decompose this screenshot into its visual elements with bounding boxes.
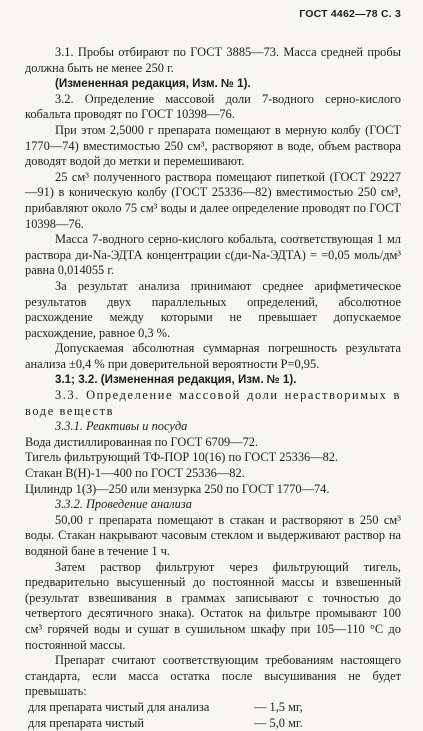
- list-item: Тигель фильтрующий ТФ-ПОР 10(16) по ГОСТ 25336—82.: [25, 450, 339, 465]
- limit-value: — 5,0 мг.: [254, 715, 303, 730]
- document-body: [25, 45, 401, 731]
- paragraph-3-1: 3.1. Пробы отбирают по ГОСТ 3885—73. Масса средней пробы должна быть не менее 250 г.: [25, 45, 401, 75]
- list-item: Стакан В(Н)-1—400 по ГОСТ 25336—82.: [25, 466, 245, 481]
- paragraph: Допускаемая абсолютная суммарная погрешность результата анализа ±0,4 % при доверительной вероятности P=0,95.: [25, 341, 401, 371]
- amendment-note: 3.1; 3.2. (Измененная редакция, Изм. № 1).: [55, 373, 297, 387]
- section-heading-3-3: 3.3. Определение массовой доли нерастворимых в воде веществ: [25, 388, 401, 418]
- reagents-list: [25, 435, 401, 497]
- subsection-heading: 3.3.2. Проведение анализа: [55, 497, 192, 512]
- paragraph: 50,00 г препарата помещают в стакан и растворяют в 250 см³ воды. Стакан накрывают часовым стеклом и выдерживают раствор на водяной бане в течение 1 ч.: [25, 512, 401, 558]
- paragraph: Масса 7-водного серно-кислого кобальта, соответствующая 1 мл раствора ди-Na-ЭДТА концентрации с(ди-Na-ЭДТА) = =0,05 моль/дм³ равна 0,014055 г.: [25, 232, 401, 278]
- limit-value: — 1,5 мг,: [254, 699, 303, 714]
- paragraph: 25 см³ полученного раствора помещают пипеткой (ГОСТ 29227—91) в коническую колбу (ГОСТ 25336—82) вместимостью 250 см³, прибавляют около 75 см³ воды и далее определение проводят по ГОСТ 10398—76.: [25, 169, 401, 231]
- paragraph: Препарат считают соответствующим требованиям настоящего стандарта, если масса остатка после высушивания не будет превышать:: [25, 653, 401, 699]
- limit-row: [25, 716, 401, 731]
- list-item: Вода дистиллированная по ГОСТ 6709—72.: [25, 434, 259, 449]
- paragraph: За результат анализа принимают среднее арифметическое результатов двух параллельных определений, абсолютное расхождение между которыми не превышает допускаемое расхождение, равное 0,3 %.: [25, 278, 401, 340]
- page-header: ГОСТ 4462—78 С. 3: [299, 8, 401, 20]
- paragraph: При этом 2,5000 г препарата помещают в мерную колбу (ГОСТ 1770—74) вместимостью 250 см³, растворяют в воде, объем раствора доводят водой до метки и перемешивают.: [25, 122, 401, 169]
- limit-row: [25, 700, 401, 716]
- amendment-note: (Измененная редакция, Изм. № 1).: [55, 77, 251, 91]
- limit-label: для препарата чистый: [28, 715, 145, 730]
- paragraph-3-2: 3.2. Определение массовой доли 7-водного серно-кислого кобальта проводят по ГОСТ 10398—76.: [25, 91, 401, 122]
- paragraph: Затем раствор фильтруют через фильтрующий тигель, предварительно высушенный до постоянной массы и взвешенный (результат взвешивания в граммах записывают с точностью до четвертого десятичного знака). Остаток на фильтре промывают 100 см³ горячей воды и сушат в сушильном шкафу при 105—110 °С до постоянной массы.: [25, 559, 401, 652]
- list-item: Цилиндр 1(3)—250 или мензурка 250 по ГОСТ 1770—74.: [25, 481, 330, 496]
- subsection-heading: 3.3.1. Реактивы и посуда: [55, 419, 188, 434]
- limit-label: для препарата чистый для анализа: [28, 699, 210, 714]
